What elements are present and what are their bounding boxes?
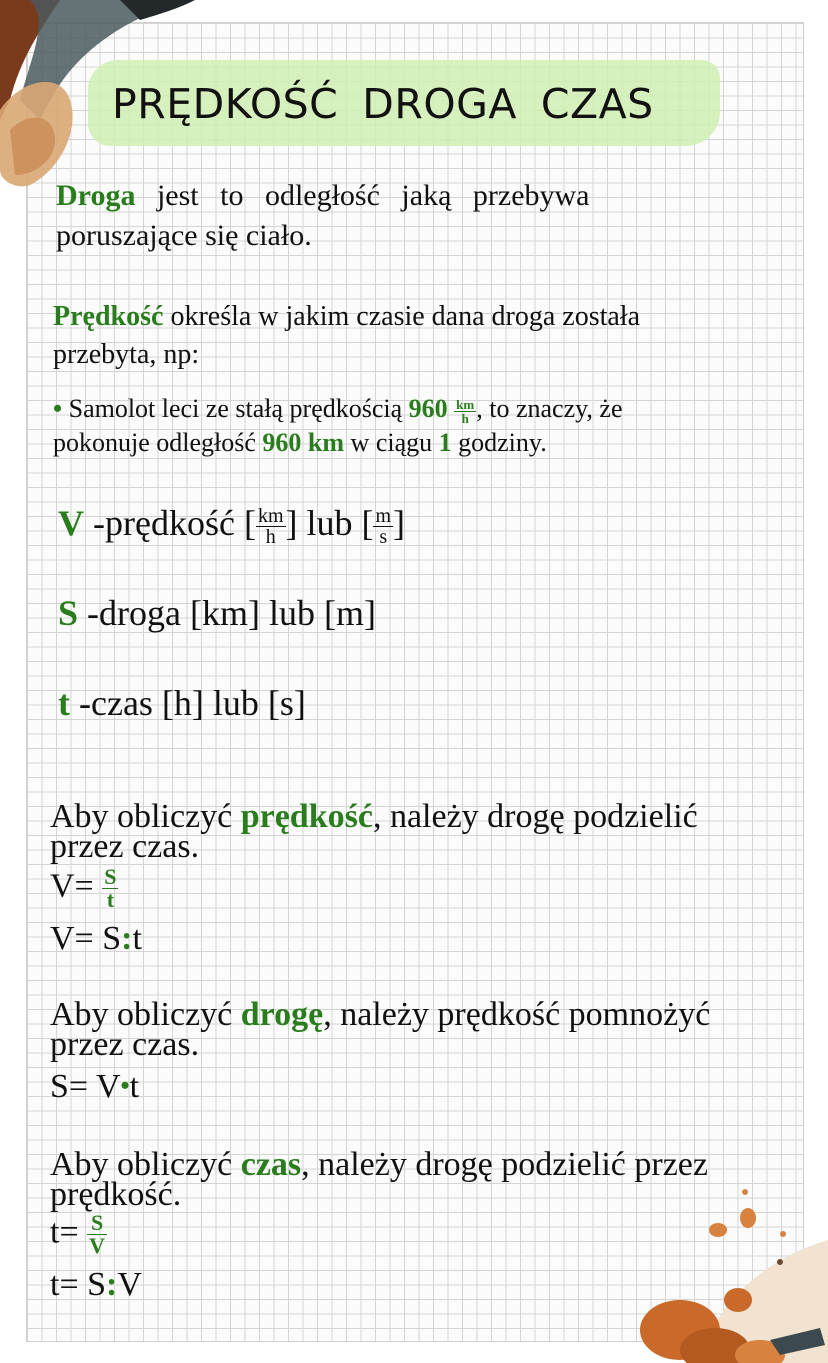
rule-droga — [50, 996, 711, 1063]
rule-droga-keyword: drogę — [240, 996, 324, 1033]
unit-kmh-numerator: km — [257, 505, 284, 528]
droga-definition — [56, 176, 590, 256]
rule-predkosc-keyword: prędkość — [240, 798, 373, 835]
example-unit-numerator: km — [456, 396, 475, 412]
example-line1 — [53, 392, 623, 426]
symbol-s: S — [58, 593, 79, 633]
droga-definition-text: jest to odległość jaką przebywa — [156, 179, 590, 212]
droga-definition-line1 — [56, 176, 590, 216]
example-line2-end: godziny. — [458, 428, 547, 457]
bullet-icon: • — [53, 394, 63, 423]
symbol-v-mid: ] lub [ — [285, 503, 374, 543]
symbol-t-text: -czas [h] lub [s] — [79, 683, 306, 723]
example-speed-unit — [454, 398, 476, 425]
symbol-v-end: ] — [393, 503, 406, 543]
rule-czas-prefix: Aby obliczyć — [50, 1146, 233, 1183]
rule-czas-suffix: , należy drogę podzielić przez — [301, 1146, 708, 1183]
formula-t-numerator: S — [87, 1212, 107, 1235]
symbol-v: V — [58, 503, 84, 543]
rule-czas-line2: prędkość. — [50, 1176, 182, 1213]
unit-kmh-denominator: h — [265, 526, 276, 549]
rule-predkosc — [50, 798, 698, 865]
example-hours: 1 — [438, 428, 452, 457]
formula-v-fraction — [50, 866, 118, 911]
formula-t-fraction-s-over-v — [87, 1212, 107, 1257]
formula-v-op: : — [121, 920, 133, 957]
formula-t-b: V — [117, 1266, 142, 1303]
formula-t-a: t= S — [50, 1266, 107, 1303]
unit-ms — [373, 506, 393, 547]
symbol-s-text: -droga [km] lub [m] — [87, 593, 376, 633]
formula-t-op: : — [106, 1266, 118, 1303]
formula-t-lhs: t= — [50, 1213, 79, 1251]
formula-v-a: V= S — [50, 920, 122, 957]
unit-kmh — [256, 506, 286, 547]
droga-definition-line2: poruszające się ciało. — [56, 219, 312, 252]
example-paragraph — [53, 392, 623, 460]
rule-predkosc-suffix: , należy drogę podzielić — [372, 798, 698, 835]
rule-predkosc-prefix: Aby obliczyć — [50, 798, 233, 835]
unit-ms-denominator: s — [379, 526, 388, 549]
example-unit-denominator: h — [461, 410, 469, 426]
predkosc-definition-line2: przebyta, np: — [53, 339, 200, 370]
formula-v-numerator: S — [104, 864, 117, 889]
formula-s-b: t — [129, 1068, 140, 1105]
predkosc-term: Prędkość — [53, 301, 164, 332]
symbol-t: t — [58, 683, 70, 723]
rule-czas-keyword: czas — [240, 1146, 302, 1183]
formula-v-fraction-s-over-t — [102, 866, 118, 911]
rule-czas — [50, 1146, 708, 1213]
rule-droga-prefix: Aby obliczyć — [50, 996, 233, 1033]
formula-s-op: • — [120, 1071, 130, 1100]
example-text-start: Samolot leci ze stałą prędkością — [68, 394, 403, 423]
example-line2-start: pokonuje odległość — [53, 428, 256, 457]
formula-t-division — [50, 1266, 142, 1304]
formula-t-fraction — [50, 1212, 107, 1257]
page-title — [112, 80, 678, 128]
predkosc-definition — [53, 298, 640, 374]
predkosc-definition-line1 — [53, 298, 640, 336]
formula-v-b: t — [132, 920, 142, 957]
example-line2 — [53, 426, 623, 460]
rule-droga-suffix: , należy prędkość pomnożyć — [323, 996, 711, 1033]
symbol-v-text: -prędkość [ — [93, 503, 256, 543]
unit-ms-numerator: m — [375, 505, 392, 528]
example-line2-mid: w ciągu — [350, 428, 433, 457]
title-word-czas: CZAS — [540, 80, 654, 128]
symbol-definition-t — [58, 682, 306, 724]
example-distance: 960 km — [262, 428, 345, 457]
formula-v-division — [50, 920, 142, 958]
title-word-droga: DROGA — [362, 80, 517, 128]
predkosc-definition-text: określa w jakim czasie dana droga została — [170, 301, 641, 332]
rule-predkosc-line2: przez czas. — [50, 828, 200, 865]
formula-v-denominator: t — [106, 887, 115, 912]
title-word-predkosc: PRĘDKOŚĆ — [112, 80, 339, 128]
symbol-definition-v — [58, 502, 405, 547]
formula-t-denominator: V — [89, 1233, 106, 1258]
rule-droga-line2: przez czas. — [50, 1026, 200, 1063]
droga-term: Droga — [56, 179, 136, 212]
symbol-definition-s — [58, 592, 376, 634]
formula-s — [50, 1068, 139, 1106]
formula-s-a: S= V — [50, 1068, 121, 1105]
example-text-end: , to znaczy, że — [476, 394, 623, 423]
formula-v-lhs: V= — [50, 867, 94, 905]
example-speed-value: 960 — [408, 394, 448, 423]
